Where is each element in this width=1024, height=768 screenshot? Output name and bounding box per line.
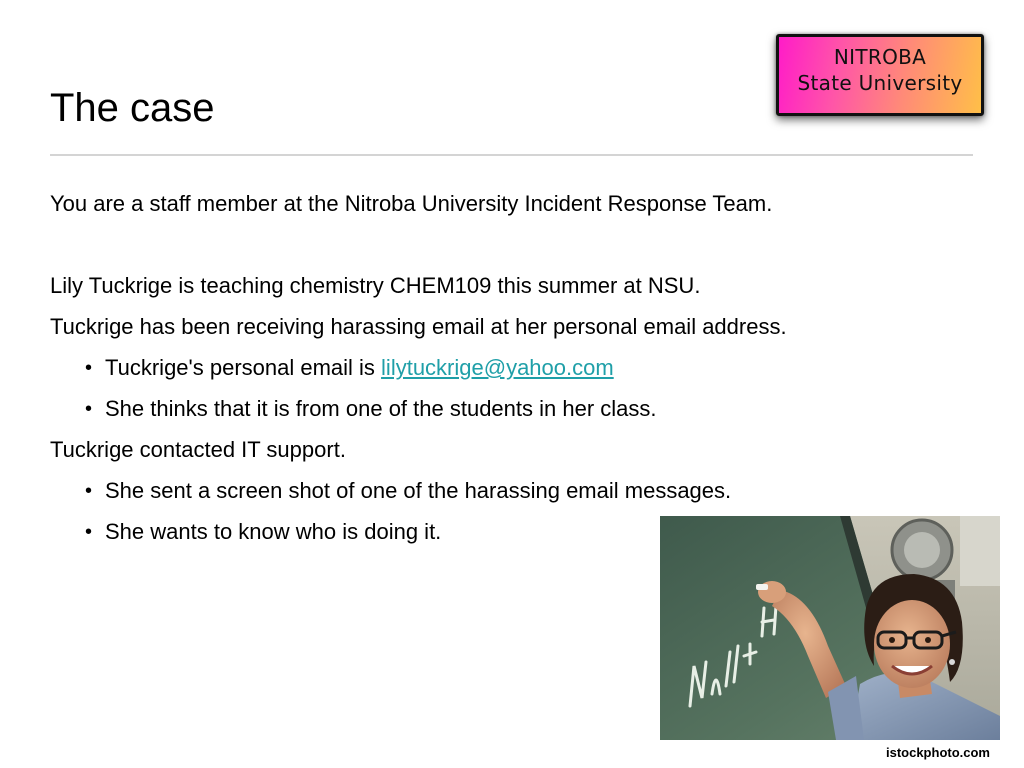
list-item	[50, 391, 950, 432]
it-support-paragraph: Tuckrige contacted IT support.	[50, 437, 346, 462]
bullet-glyph: •	[85, 357, 93, 379]
teaching-paragraph: Lily Tuckrige is teaching chemistry CHEM109 this summer at NSU.	[50, 273, 701, 298]
slide-body	[50, 186, 950, 555]
bullet-text	[105, 355, 614, 380]
bullet-text: She wants to know who is doing it.	[105, 519, 442, 544]
email-label: Tuckrige's personal email is	[105, 355, 382, 380]
bullet-glyph: •	[85, 398, 93, 420]
logo-line-1: NITROBA	[833, 45, 927, 69]
bullet-text: She sent a screen shot of one of the harassing email messages.	[105, 478, 732, 503]
slide-title: The case	[50, 86, 215, 130]
teacher-photo	[660, 516, 1000, 740]
teacher-at-chalkboard-illustration	[660, 516, 1000, 740]
bullet-text: She thinks that it is from one of the students in her class.	[105, 396, 657, 421]
bullet-glyph: •	[85, 480, 93, 502]
title-divider	[50, 154, 973, 156]
intro-paragraph: You are a staff member at the Nitroba University Incident Response Team.	[50, 191, 773, 216]
list-item	[50, 350, 950, 391]
university-logo	[776, 34, 984, 116]
email-link[interactable]: lilytuckrige@yahoo.com	[381, 355, 614, 380]
list-item	[50, 473, 950, 514]
harassment-paragraph: Tuckrige has been receiving harassing email at her personal email address.	[50, 314, 787, 339]
bullet-glyph: •	[85, 521, 93, 543]
logo-line-2: State University	[797, 71, 963, 95]
paragraph-spacer	[50, 227, 950, 268]
photo-credit: istockphoto.com	[885, 745, 990, 760]
